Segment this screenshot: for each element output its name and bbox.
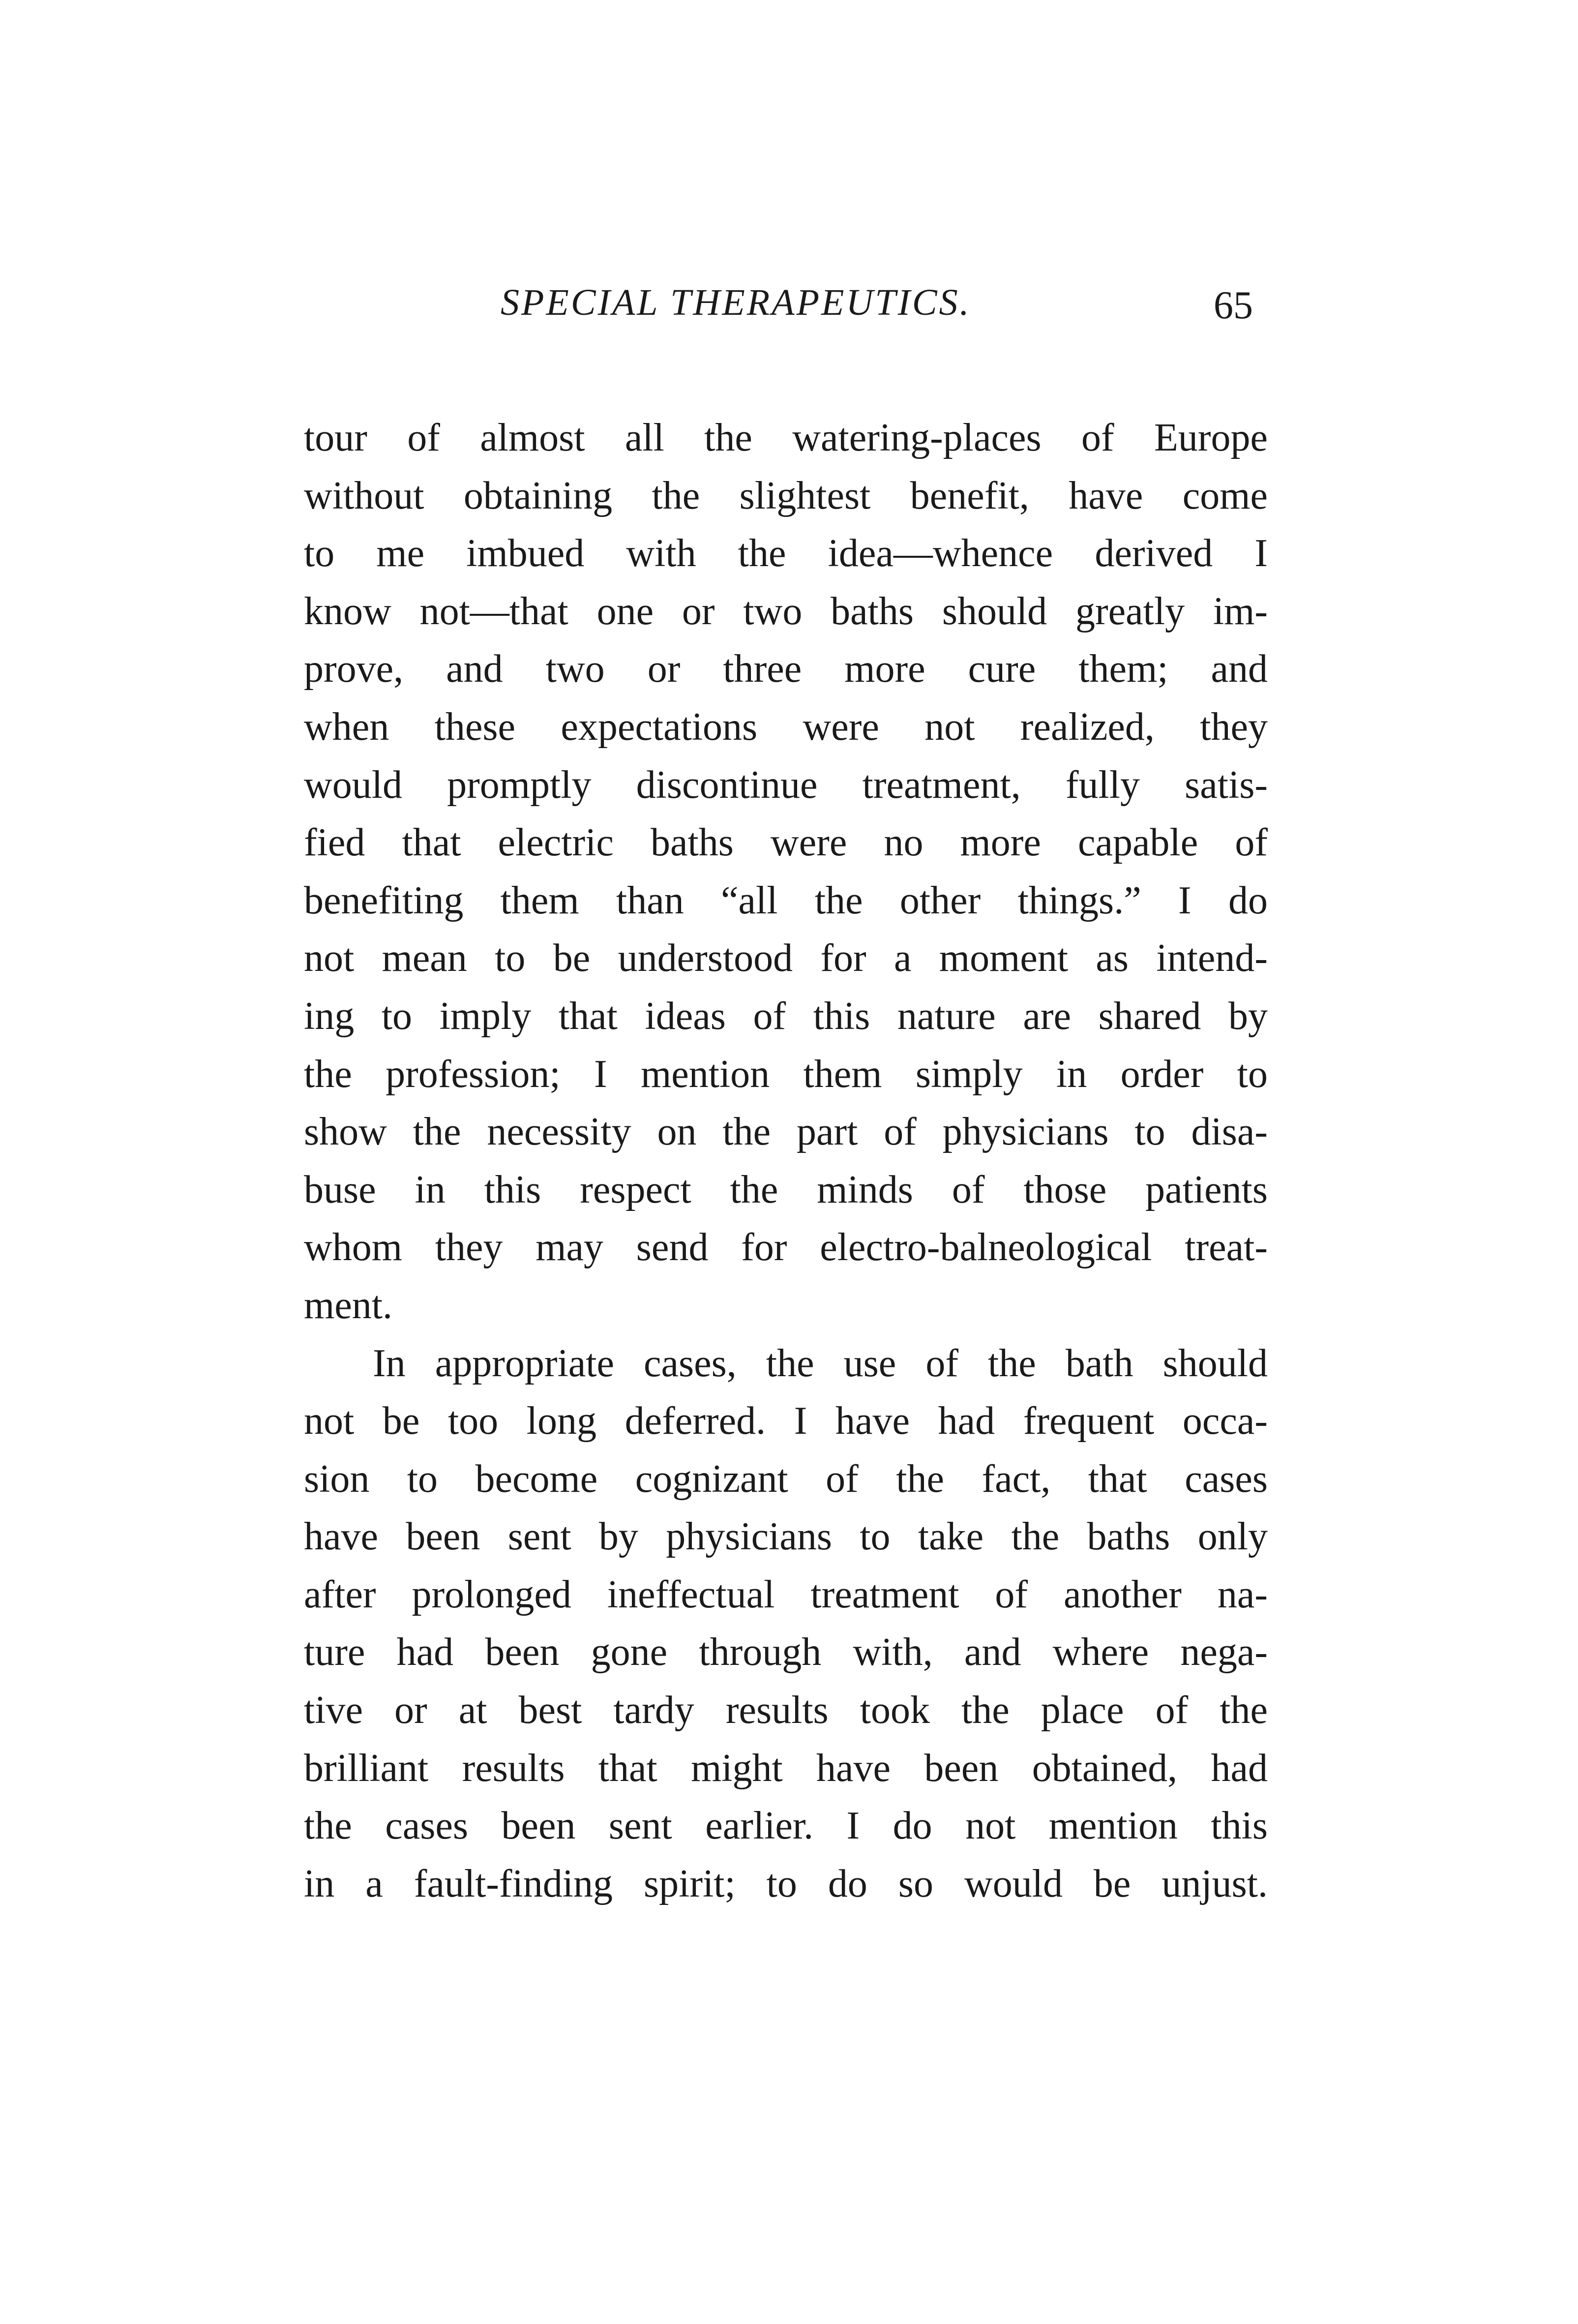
text-line: tive or at best tardy results took the place of the [304,1689,1268,1732]
text-line: after prolonged ineffectual treatment of another na- [304,1572,1268,1616]
text-line: buse in this respect the minds of those patients [304,1168,1268,1211]
text-line: ture had been gone through with, and where nega- [304,1630,1268,1674]
paragraph-start-line: In appropriate cases, the use of the bath should [373,1341,1268,1385]
page-number: 65 [1214,284,1253,327]
running-title: SPECIAL THERAPEUTICS. [501,282,971,323]
text-line: whom they may send for electro-balneological treat- [304,1226,1268,1269]
text-line: sion to become cognizant of the fact, that cases [304,1457,1268,1501]
text-line: know not—that one or two baths should greatly im- [304,589,1268,633]
text-line: the profession; I mention them simply in order to [304,1052,1268,1096]
text-line: the cases been sent earlier. I do not mention this [304,1804,1268,1848]
text-line: show the necessity on the part of physicians to disa- [304,1110,1268,1154]
text-line: have been sent by physicians to take the baths only [304,1515,1268,1559]
text-line: ment. [304,1283,392,1327]
text-line: would promptly discontinue treatment, fully satis- [304,763,1268,807]
text-line: not be too long deferred. I have had frequent occa- [304,1399,1268,1443]
text-line: in a fault-finding spirit; to do so would be unjust. [304,1862,1268,1905]
text-line: when these expectations were not realized, they [304,705,1268,749]
body-text [304,409,1268,1913]
text-line: to me imbued with the idea—whence derived I [304,532,1268,575]
text-line: not mean to be understood for a moment as intend- [304,936,1268,980]
page-header [304,281,1268,335]
text-line: prove, and two or three more cure them; and [304,647,1268,691]
text-line: ing to imply that ideas of this nature are shared by [304,994,1268,1038]
text-line: tour of almost all the watering-places of Europe [304,416,1268,459]
text-line: fied that electric baths were no more capable of [304,821,1268,865]
text-line: brilliant results that might have been obtained, had [304,1746,1268,1790]
text-line: benefiting them than “all the other things.” I do [304,878,1268,922]
text-line: without obtaining the slightest benefit, have come [304,474,1268,517]
